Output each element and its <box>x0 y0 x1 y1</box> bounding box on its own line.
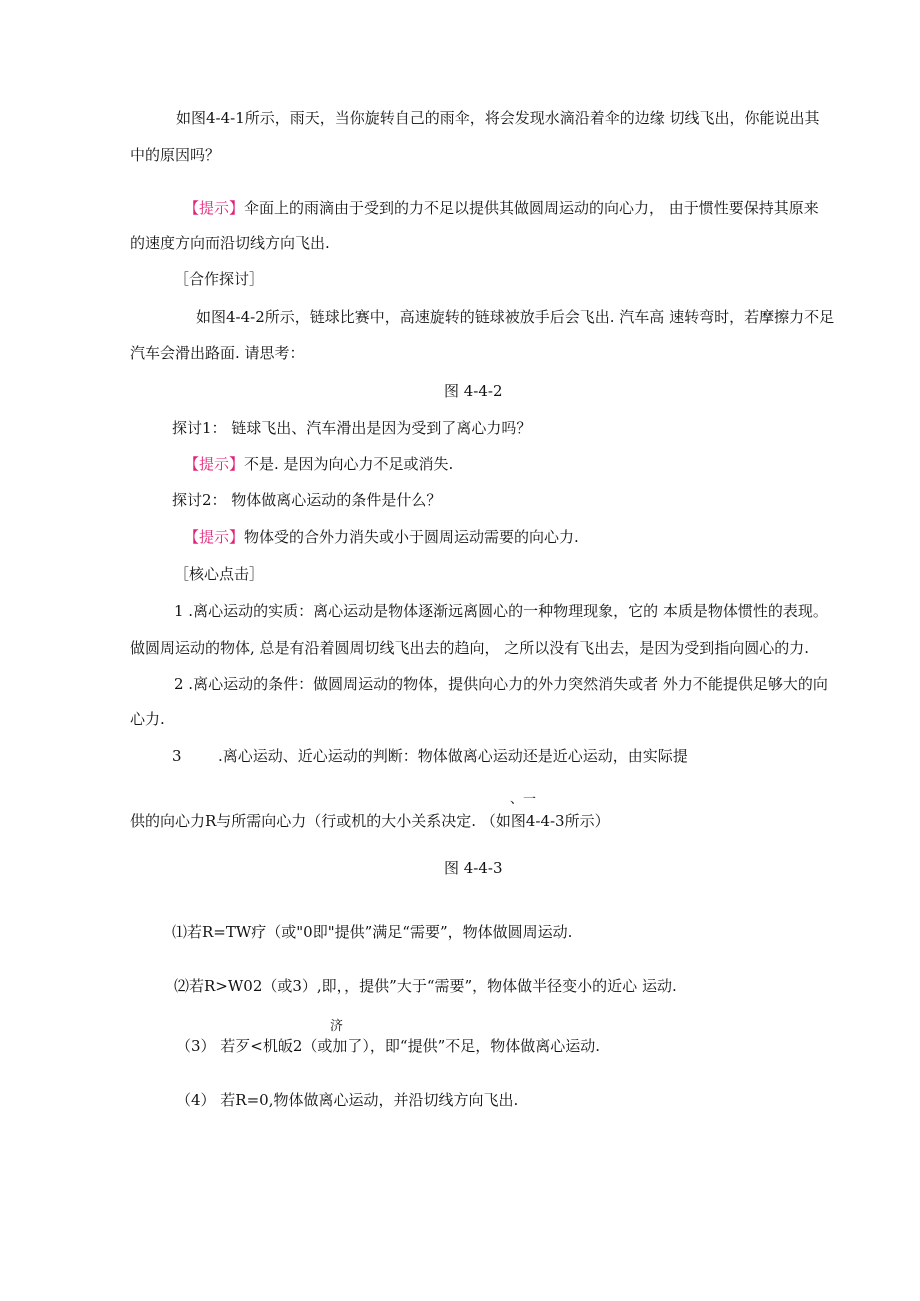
hint-2 <box>184 454 453 474</box>
case-2: ⑵若R>W02（或3）,即，，提供”大于“需要”，物体做半径变小的近心 运动. <box>174 977 677 995</box>
explore-question-2: 探讨2： 物体做离心运动的条件是什么？ <box>172 491 442 509</box>
explore-question-1: 探讨1： 链球飞出、汽车滑出是因为受到了离心力吗？ <box>172 419 532 437</box>
point-2-line-1: 2 .离心运动的条件：做圆周运动的物体，提供向心力的外力突然消失或者 外力不能提供足够大的向 <box>174 675 828 693</box>
explore-intro-line-2: 汽车会滑出路面. 请思考： <box>130 344 305 362</box>
intro-line-2: 中的原因吗？ <box>130 146 221 164</box>
hint-3-text: 物体受的合外力消失或小于圆周运动需要的向心力. <box>244 528 579 546</box>
case-3-annotation: 济 <box>330 1019 344 1034</box>
section-core-heading: ［核心点击］ <box>174 565 265 583</box>
figure-caption-4-4-3: 图 4-4-3 <box>444 859 503 877</box>
point-3-line-1: .离心运动、近心运动的判断：物体做离心运动还是近心运动，由实际提 <box>218 747 688 765</box>
hint-label: 【提示】 <box>184 455 245 473</box>
hint-label: 【提示】 <box>184 199 245 217</box>
point-3-number: 3 <box>172 747 182 765</box>
hint-1-line-1: 伞面上的雨滴由于受到的力不足以提供其做圆周运动的向心力， 由于惯性要保持其原来 <box>244 199 819 217</box>
hint-1-line-2: 的速度方向而沿切线方向飞出. <box>130 234 330 252</box>
point-1-line-2: 做圆周运动的物体, 总是有沿着圆周切线飞出去的趋向， 之所以没有飞出去，是因为受到指向圆心的力. <box>130 639 810 657</box>
hint-3 <box>184 527 579 547</box>
point-3-line-2: 供的向心力R与所需向心力（行或机的大小关系决定. （如图4-4-3所示） <box>130 812 610 830</box>
hint-2-text: 不是. 是因为向心力不足或消失. <box>244 455 454 473</box>
hint-1 <box>184 198 819 218</box>
case-1: ⑴若R=TW疗（或"0即"提供”满足“需要”，物体做圆周运动. <box>172 923 573 941</box>
case-4: （4） 若R=0,物体做离心运动，并沿切线方向飞出. <box>176 1091 519 1109</box>
case-3: （3） 若歹<机皈2（或加了），即“提供”不足，物体做离心运动. <box>176 1037 601 1055</box>
hint-label: 【提示】 <box>184 528 245 546</box>
point-3-fragment: 、一 <box>510 792 537 807</box>
intro-line-1: 如图4-4-1所示，雨天，当你旋转自己的雨伞，将会发现水滴沿着伞的边缘 切线飞出，你能说出其 <box>176 109 820 127</box>
point-1-line-1: 1 .离心运动的实质：离心运动是物体逐渐远离圆心的一种物理现象，它的 本质是物体惯性的表现。 <box>174 602 828 620</box>
section-cooperate-heading: ［合作探讨］ <box>174 270 265 288</box>
explore-intro-line-1: 如图4-4-2所示，链球比赛中，高速旋转的链球被放手后会飞出. 汽车高 速转弯时，若摩擦力不足 <box>196 308 835 326</box>
figure-caption-4-4-2: 图 4-4-2 <box>444 382 503 400</box>
point-2-line-2: 心力. <box>130 710 165 728</box>
